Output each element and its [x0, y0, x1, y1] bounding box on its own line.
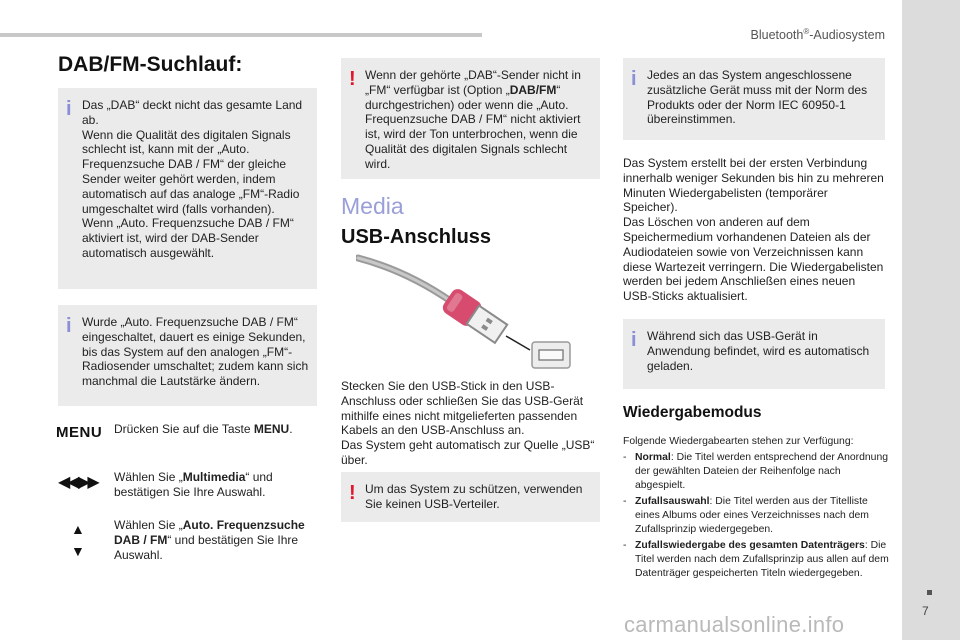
- playback-mode-intro: Folgende Wiedergabearten stehen zur Verfügung:: [623, 436, 854, 447]
- info-icon: i: [631, 329, 637, 351]
- step-select-auto-frequency: Wählen Sie „Auto. Frequenzsuche DAB / FM“ und bestätigen Sie Ihre Auswahl.: [114, 518, 305, 562]
- info-note-text: Wurde „Auto. Frequenzsuche DAB / FM“ eingeschaltet, dauert es einige Sekunden, bis das System auf den analogen „FM“-Radiosender umschaltet; zudem kann sich manchmal die Lautstärke ändern.: [82, 315, 309, 389]
- page-title: DAB/FM-Suchlauf:: [58, 53, 243, 76]
- warning-note-dab-fm: [341, 58, 600, 179]
- warning-note-usb-hub: [341, 472, 600, 522]
- list-item: - Normal: Die Titel werden entsprechend der Anordnung der gewählten Dateien der Reihenfolge nach abgespielt.: [623, 452, 889, 491]
- list-item: - Zufallswiedergabe des gesamten Datenträgers: Die Titel werden nach dem Zufallsprinzip aus allen auf dem Datenträger gespeicherten Titeln wiedergegeben.: [623, 540, 889, 579]
- warning-note-text: Wenn der gehörte „DAB“-Sender nicht in „FM“ verfügbar ist (Option „DAB/FM“ durchgestrichen) oder wenn die „Auto. Frequenzsuche DAB / FM“ nicht aktiviert ist, wird der Ton unterbrochen, wenn die Qualität des digitalen Signals schlecht wird.: [365, 68, 581, 171]
- side-tab: [902, 0, 960, 640]
- usb-plug-icon: [356, 254, 576, 374]
- menu-button-icon: MENU: [56, 424, 103, 441]
- warning-icon: !: [349, 68, 356, 90]
- warning-icon: !: [349, 482, 356, 504]
- media-heading: Media: [341, 193, 404, 219]
- step-press-menu: Drücken Sie auf die Taste MENU.: [114, 422, 293, 436]
- step-select-multimedia: Wählen Sie „Multimedia“ und bestätigen Sie Ihre Auswahl.: [114, 470, 273, 499]
- info-icon: i: [631, 68, 637, 90]
- info-icon: i: [66, 98, 72, 120]
- playback-mode-list: [623, 435, 893, 581]
- page-marker-icon: [927, 590, 932, 595]
- up-down-arrows-icon: ▲ ▼: [71, 521, 85, 559]
- section-title: Bluetooth®-Audiosystem: [750, 27, 885, 43]
- watermark: carmanualsonline.info: [624, 612, 845, 637]
- info-note-text: Jedes an das System angeschlossene zusätzliche Gerät muss mit der Norm des Produkts oder der Norm IEC 60950-1 übereinstimmen.: [647, 68, 868, 127]
- info-note-switch: [58, 305, 317, 406]
- info-note-text: Während sich das USB-Gerät in Anwendung befindet, wird es automatisch geladen.: [647, 329, 870, 373]
- info-note-dab: [58, 88, 317, 289]
- info-note-charging: [623, 319, 885, 389]
- header-rule: [0, 33, 482, 37]
- seek-arrows-icon: ◀◀ ▶▶: [58, 474, 97, 491]
- usb-instructions: Stecken Sie den USB-Stick in den USB-Anschluss oder schließen Sie das USB-Gerät mithilfe eines nicht mitgelieferten passenden Kabels an den USB-Anschluss an. Das System geht automatisch zur Quelle „USB“ über.: [341, 379, 595, 467]
- info-note-standard: [623, 58, 885, 140]
- info-note-text: Das „DAB“ deckt nicht das gesamte Land ab. Wenn die Qualität des digitalen Signals schlecht ist, kann mit der „Auto. Frequenzsuche DAB / FM“ der gleiche Sender weiter gehört werden, indem automatisch auf das analoge „FM“-Radio umgeschaltet wird (falls vorhanden). Wenn „Auto. Frequenzsuche DAB / FM“ aktiviert ist, wird der DAB-Sender automatisch ausgewählt.: [82, 98, 303, 260]
- warning-note-text: Um das System zu schützen, verwenden Sie keinen USB-Verteiler.: [365, 482, 583, 511]
- page-number: 7: [922, 604, 929, 618]
- playback-mode-heading: Wiedergabemodus: [623, 404, 762, 421]
- info-icon: i: [66, 315, 72, 337]
- playlist-info: Das System erstellt bei der ersten Verbindung innerhalb weniger Sekunden bis hin zu mehreren Minuten Wiedergabelisten (temporärer Speicher). Das Löschen von anderen auf dem Speichermedium vorhandenen Dateien als der Audiodateien sowie von Verzeichnissen kann diese Wartezeit verringern. Die Wiedergabelisten werden bei jedem Anschließen eines neuen USB-Sticks aktualisiert.: [623, 156, 884, 304]
- usb-heading: USB-Anschluss: [341, 226, 492, 248]
- list-item: - Zufallsauswahl: Die Titel werden aus der Titelliste eines Albums oder eines Verzeichnisses nach dem Zufallsprinzip wiedergegeben.: [623, 496, 869, 535]
